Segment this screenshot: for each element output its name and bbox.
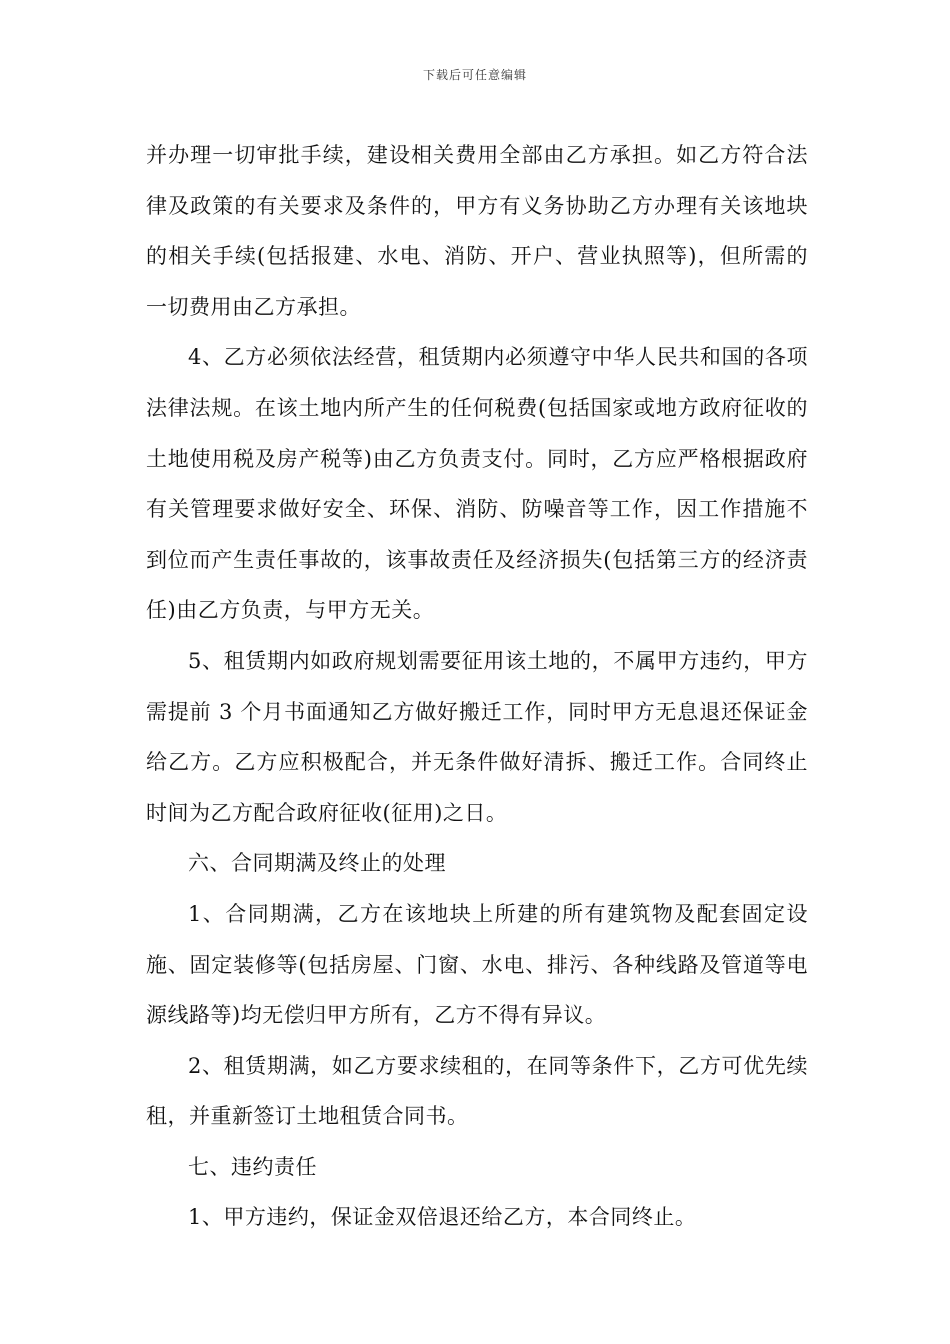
- paragraph-section6-clause-1: 1、合同期满，乙方在该地块上所建的所有建筑物及配套固定设施、固定装修等(包括房屋、门窗、水电、排污、各种线路及管道等电源线路等)均无偿归甲方所有，乙方不得有异议。: [146, 901, 808, 1028]
- paragraph-continuation: 并办理一切审批手续，建设相关费用全部由乙方承担。如乙方符合法律及政策的有关要求及条件的，甲方有义务协助乙方办理有关该地块的相关手续(包括报建、水电、消防、开户、营业执照等)，但所需的一切费用由乙方承担。: [146, 143, 808, 319]
- document-body: [146, 130, 808, 1243]
- page-header: 下载后可任意编辑: [422, 68, 527, 82]
- paragraph-clause-5: 5、租赁期内如政府规划需要征用该土地的，不属甲方违约，甲方需提前 3 个月书面通知乙方做好搬迁工作，同时甲方无息退还保证金给乙方。乙方应积极配合，并无条件做好清拆、搬迁工作。合同终止时间为乙方配合政府征收(征用)之日。: [146, 648, 808, 825]
- section-heading-6: 六、合同期满及终止的处理: [188, 851, 446, 876]
- paragraph-clause-4: 4、乙方必须依法经营，租赁期内必须遵守中华人民共和国的各项法律法规。在该土地内所产生的任何税费(包括国家或地方政府征收的土地使用税及房产税等)由乙方负责支付。同时，乙方应严格根据政府有关管理要求做好安全、环保、消防、防噪音等工作，因工作措施不到位而产生责任事故的，该事故责任及经济损失(包括第三方的经济责任)由乙方负责，与甲方无关。: [146, 345, 808, 623]
- paragraph-section7-clause-1: 1、甲方违约，保证金双倍退还给乙方，本合同终止。: [188, 1205, 697, 1230]
- section-heading-7: 七、违约责任: [188, 1154, 317, 1179]
- paragraph-section6-clause-2: 2、租赁期满，如乙方要求续租的，在同等条件下，乙方可优先续租，并重新签订土地租赁合同书。: [146, 1053, 808, 1129]
